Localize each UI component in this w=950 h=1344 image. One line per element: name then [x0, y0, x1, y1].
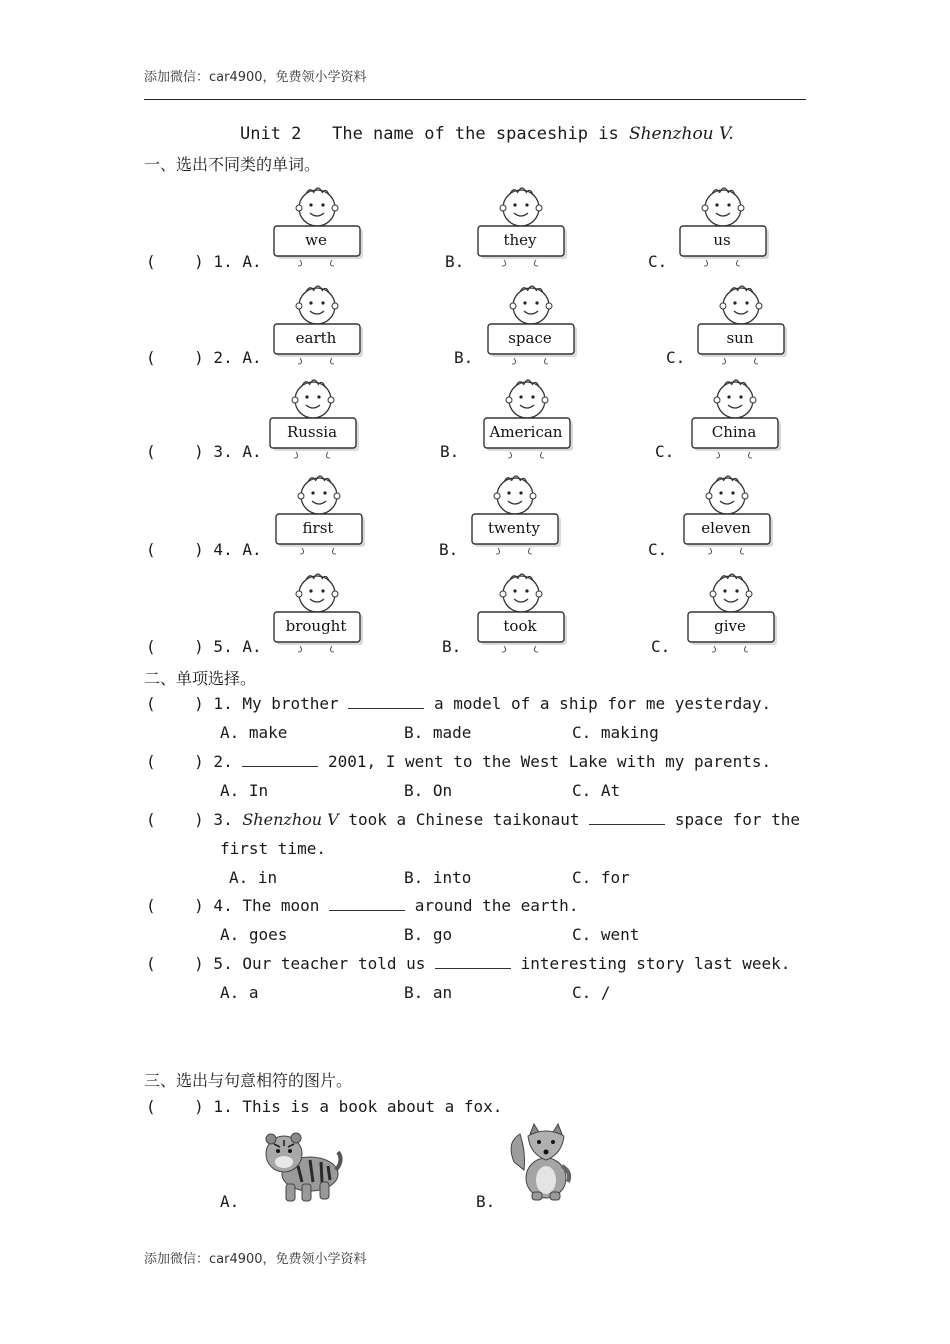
word-sign-picture[interactable] [480, 376, 580, 460]
section1-q5-label: ( ) 5. A. [146, 637, 262, 656]
sign-word: Russia [286, 423, 338, 441]
q-number: ( ) 2. [146, 752, 233, 771]
s2-q3 [146, 810, 800, 829]
section2-heading: 二、单项选择。 [144, 669, 257, 688]
q-text-post: 2001, I went to the West Lake with my parents. [327, 752, 772, 771]
section1-q5-option-b[interactable]: B. [442, 637, 462, 656]
s2-q4 [146, 896, 578, 915]
word-sign-picture[interactable] [272, 472, 372, 556]
q-text-post: interesting story last week. [520, 954, 791, 973]
section1-q2-label: ( ) 2. A. [146, 348, 262, 367]
word-sign-picture[interactable] [694, 282, 794, 366]
option-a[interactable]: A. in [229, 868, 278, 887]
s2-q2 [146, 752, 771, 771]
sign-word: China [711, 423, 757, 441]
word-sign-picture[interactable] [680, 472, 780, 556]
section1-q3-label: ( ) 3. A. [146, 442, 262, 461]
word-sign-picture[interactable] [684, 570, 784, 654]
answer-blank[interactable] [348, 694, 424, 709]
option-a[interactable]: A. make [220, 723, 288, 742]
q-text-pre: The moon [242, 896, 320, 915]
q-number: ( ) 3. [146, 810, 233, 829]
word-sign-picture[interactable] [266, 376, 366, 460]
sign-word: us [713, 231, 731, 249]
section1-q3-option-b[interactable]: B. [440, 442, 460, 461]
sign-word: first [302, 519, 334, 537]
picture-label-a: A. [220, 1192, 240, 1211]
sign-word: space [508, 329, 552, 347]
q-number: ( ) 1. [146, 1097, 233, 1116]
answer-blank[interactable] [435, 954, 511, 969]
word-sign-picture[interactable] [270, 570, 370, 654]
option-c[interactable]: C. went [572, 925, 640, 944]
sign-word: took [503, 617, 537, 635]
q-text-post: around the earth. [414, 896, 579, 915]
q-number: ( ) 5. [146, 954, 233, 973]
word-sign-picture[interactable] [270, 282, 370, 366]
header-note: 添加微信：car4900，免费领小学资料 [144, 70, 367, 85]
q-number: ( ) 1. [146, 694, 233, 713]
s3-q1 [146, 1097, 502, 1116]
section1-q4-option-c[interactable]: C. [648, 540, 668, 559]
option-b[interactable]: B. made [404, 723, 472, 742]
sign-word: we [305, 231, 327, 249]
q-text-italic: Shenzhou V [242, 810, 339, 829]
word-sign-picture[interactable] [688, 376, 788, 460]
title-prefix: Unit 2 The name of the spaceship is [240, 124, 629, 144]
word-sign-picture[interactable] [474, 184, 574, 268]
section1-heading: 一、选出不同类的单词。 [144, 155, 321, 174]
q-text-post: space for the [674, 810, 801, 829]
q-text-pre: My brother [242, 694, 339, 713]
section1-q5-option-c[interactable]: C. [651, 637, 671, 656]
word-sign-picture[interactable] [270, 184, 370, 268]
fox-picture[interactable] [506, 1122, 578, 1202]
option-b[interactable]: B. go [404, 925, 453, 944]
option-a[interactable]: A. goes [220, 925, 288, 944]
section3-heading: 三、选出与句意相符的图片。 [144, 1071, 353, 1090]
sign-word: brought [285, 617, 347, 635]
tiger-picture[interactable] [258, 1126, 344, 1204]
section1-q1-option-b[interactable]: B. [445, 252, 465, 271]
section1-q2-option-b[interactable]: B. [454, 348, 474, 367]
sign-word: American [489, 423, 563, 441]
sign-word: eleven [701, 519, 751, 537]
picture-label-b: B. [476, 1192, 496, 1211]
answer-blank[interactable] [589, 810, 665, 825]
sign-word: give [714, 617, 746, 635]
sign-word: twenty [488, 519, 540, 537]
section1-q4-option-b[interactable]: B. [439, 540, 459, 559]
header-rule [144, 99, 806, 100]
s2-q3-continued: first time. [220, 839, 326, 858]
s2-q5 [146, 954, 790, 973]
section1-q1-option-c[interactable]: C. [648, 252, 668, 271]
word-sign-picture[interactable] [474, 570, 574, 654]
section1-q3-option-c[interactable]: C. [655, 442, 675, 461]
option-b[interactable]: B. into [404, 868, 472, 887]
sign-word: they [503, 231, 537, 249]
option-b[interactable]: B. an [404, 983, 453, 1002]
option-c[interactable]: C. making [572, 723, 659, 742]
option-b[interactable]: B. On [404, 781, 453, 800]
option-a[interactable]: A. In [220, 781, 269, 800]
word-sign-picture[interactable] [484, 282, 584, 366]
page-title [240, 124, 734, 144]
section1-q4-label: ( ) 4. A. [146, 540, 262, 559]
footer-note: 添加微信：car4900，免费领小学资料 [144, 1252, 367, 1267]
answer-blank[interactable] [242, 752, 318, 767]
section1-q2-option-c[interactable]: C. [666, 348, 686, 367]
option-c[interactable]: C. At [572, 781, 621, 800]
q-text-post: a model of a ship for me yesterday. [433, 694, 772, 713]
sign-word: earth [295, 329, 337, 347]
sign-word: sun [726, 329, 754, 347]
section1-q1-label: ( ) 1. A. [146, 252, 262, 271]
s2-q1 [146, 694, 771, 713]
q-text-pre: Our teacher told us [242, 954, 426, 973]
option-c[interactable]: C. for [572, 868, 630, 887]
word-sign-picture[interactable] [468, 472, 568, 556]
option-a[interactable]: A. a [220, 983, 259, 1002]
q-text: This is a book about a fox. [242, 1097, 503, 1116]
title-italic: Shenzhou V. [628, 124, 734, 144]
q-text-pre: took a Chinese taikonaut [348, 810, 580, 829]
word-sign-picture[interactable] [676, 184, 776, 268]
q-number: ( ) 4. [146, 896, 233, 915]
option-c[interactable]: C. / [572, 983, 611, 1002]
answer-blank[interactable] [329, 896, 405, 911]
